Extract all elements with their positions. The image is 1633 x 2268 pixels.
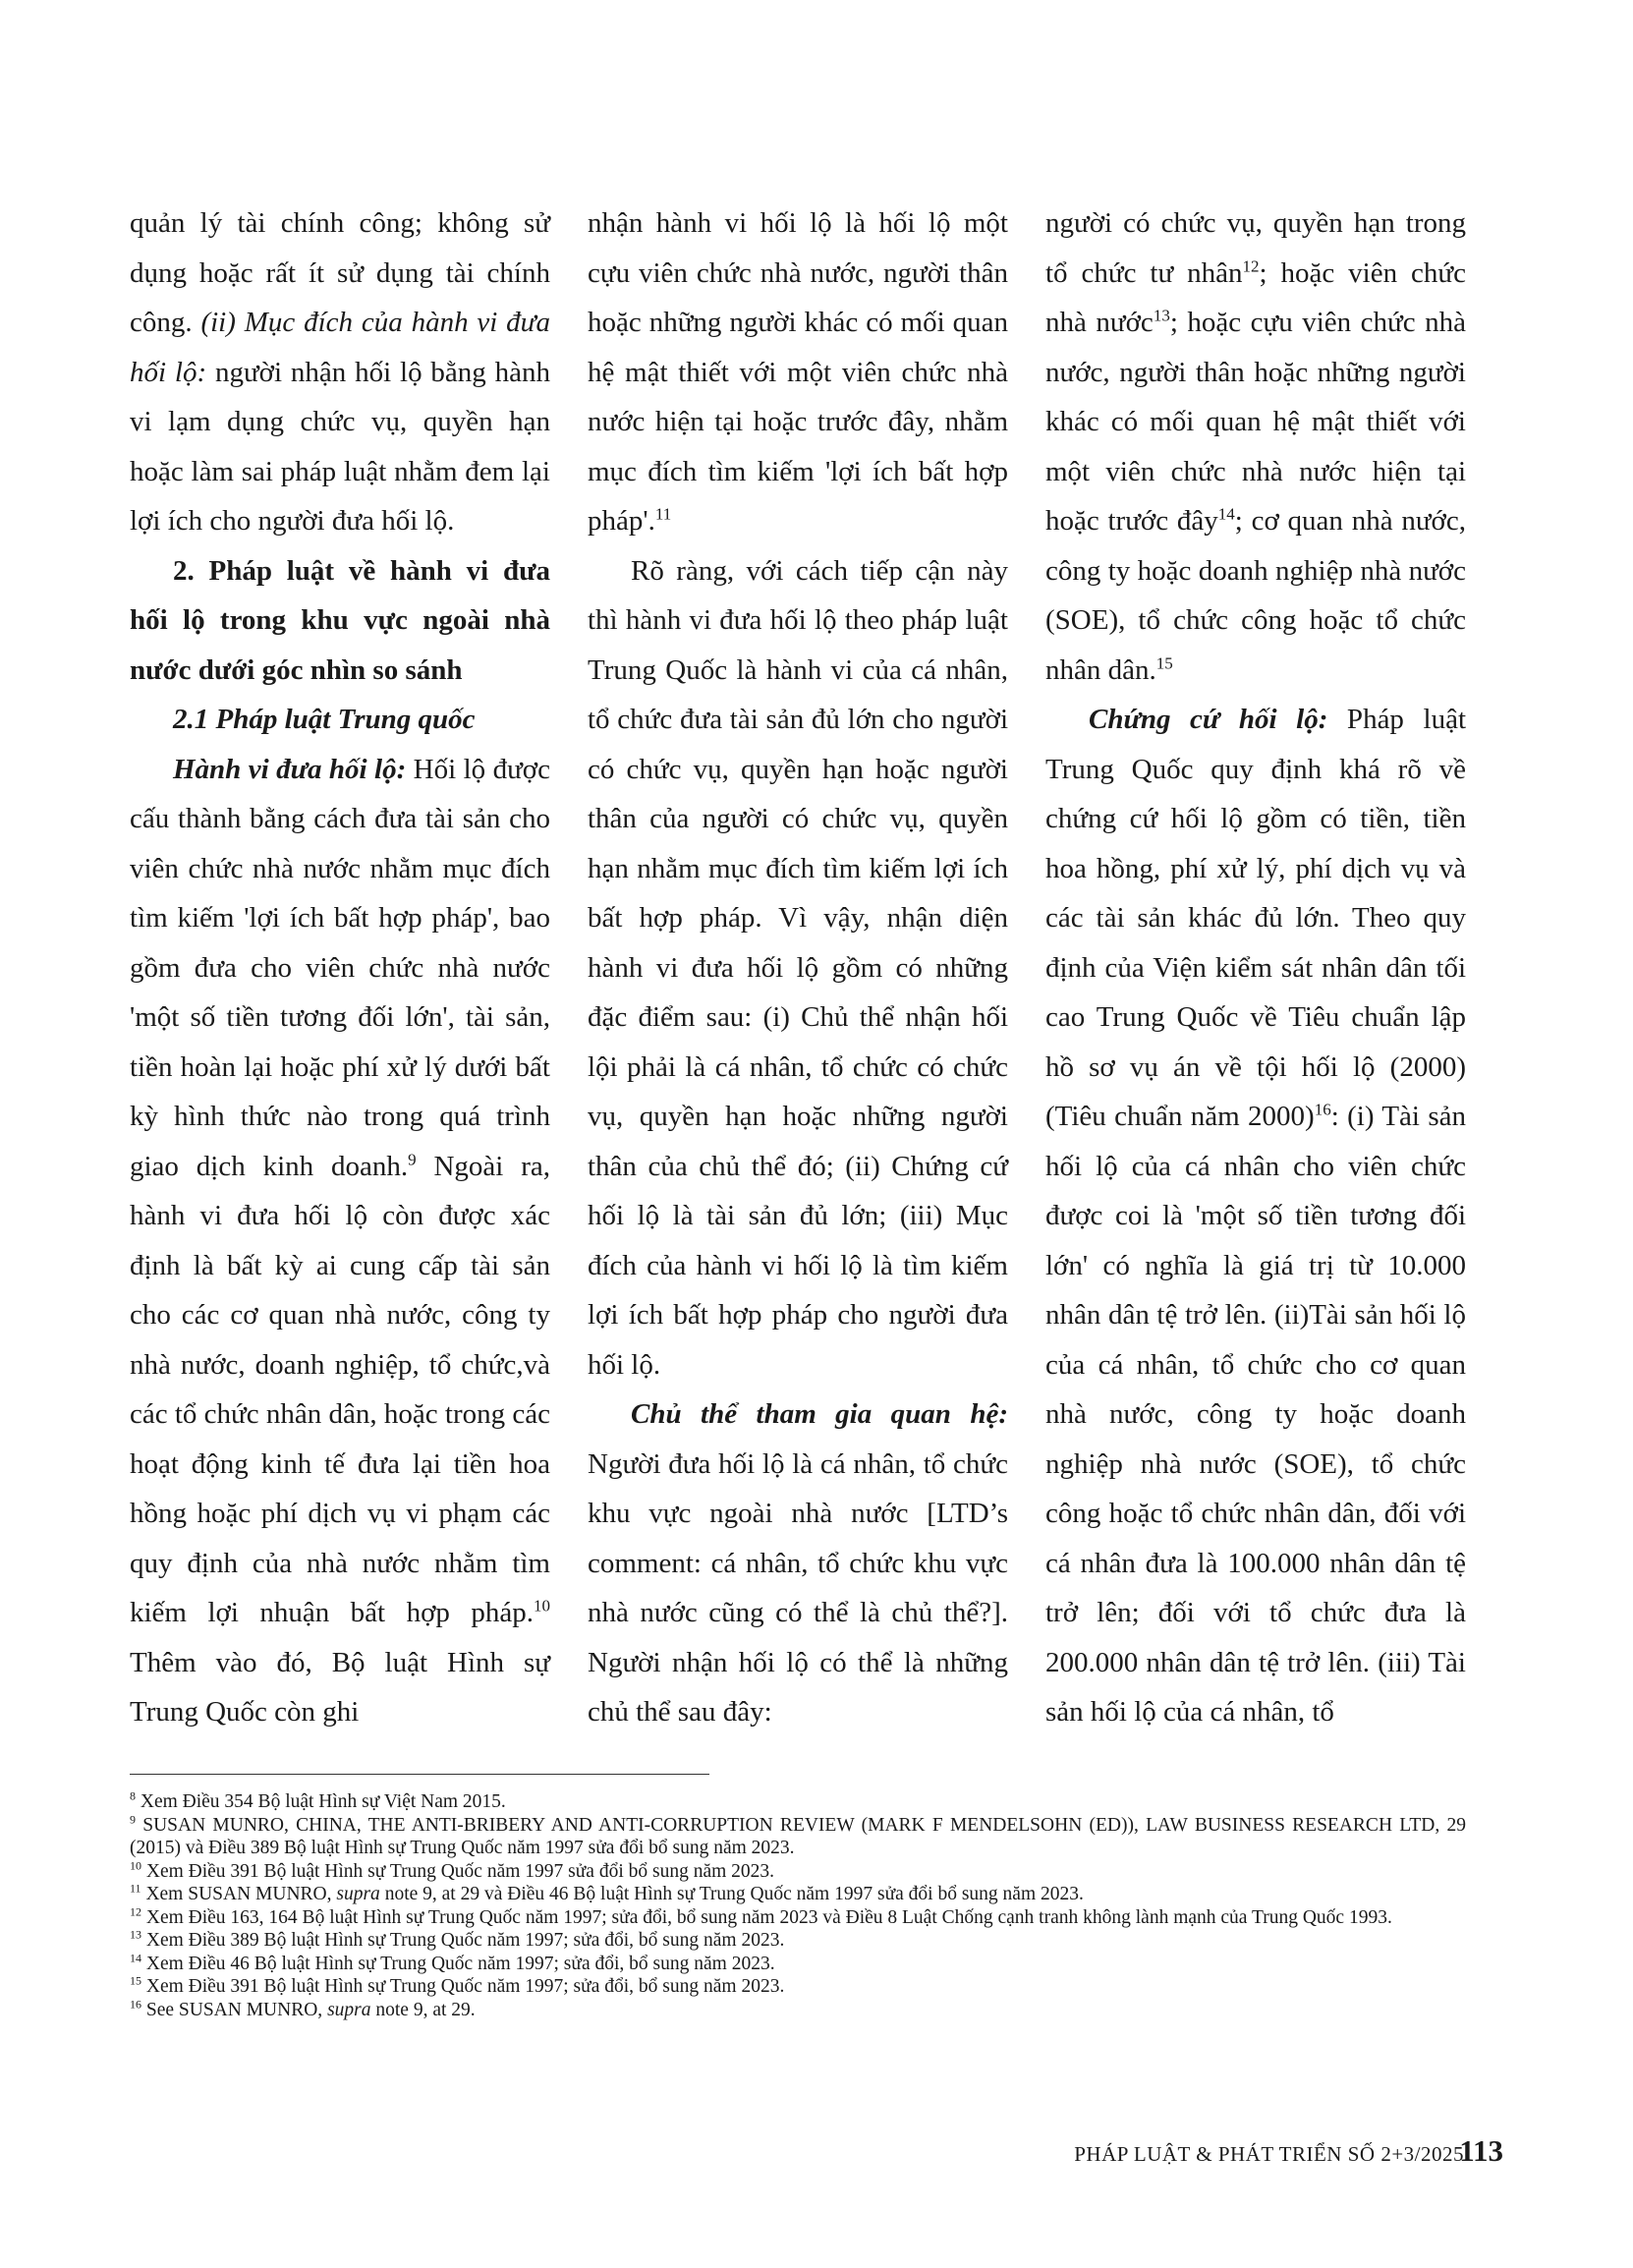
footnote-text: Xem Điều 389 Bộ luật Hình sự Trung Quốc năm 1997; sửa đổi, bổ sung năm 2023. — [141, 1930, 785, 1951]
body-text: nhận hành vi hối lộ là hối lộ một cựu viên chức nhà nước, người thân hoặc những người khác có mối quan hệ mật thiết với một viên chức nhà nước hiện tại hoặc trước đây, nhằm mục đích tìm kiếm 'lợi ích bất hợp pháp'. — [588, 207, 1008, 537]
footnote — [130, 1953, 1466, 1976]
paragraph — [1045, 695, 1466, 1737]
footnote — [130, 1975, 1466, 1999]
footnote — [130, 1883, 1466, 1906]
footnote — [130, 1790, 1466, 1814]
footnote — [130, 1814, 1466, 1860]
footnote-number: 10 — [130, 1858, 141, 1872]
text-column-1 — [130, 198, 550, 1737]
paragraph-label: Chủ thể tham gia quan hệ: — [631, 1398, 1008, 1430]
footnote-text: Xem Điều 391 Bộ luật Hình sự Trung Quốc năm 1997; sửa đổi, bổ sung năm 2023. — [141, 1976, 785, 1997]
footnote-number: 13 — [130, 1927, 141, 1942]
footnote-text: Xem Điều 354 Bộ luật Hình sự Việt Nam 2015. — [136, 1791, 506, 1812]
body-text: Người đưa hối lộ là cá nhân, tổ chức khu vực ngoài nhà nước [LTD’s comment: cá nhân, tổ chức khu vực nhà nước cũng có thể là chủ thể?]. Người nhận hối lộ có thể là những chủ thể sau đây: — [588, 1447, 1008, 1728]
footnote-text: note 9, at 29. — [370, 1999, 476, 2020]
footnote-number: 15 — [130, 1973, 141, 1988]
footnote — [130, 1999, 1466, 2022]
footnote-italic: supra — [327, 1999, 371, 2020]
footnote-number: 8 — [130, 1788, 136, 1803]
footnote-ref[interactable]: 15 — [1155, 652, 1173, 672]
body-text: người nhận hối lộ bằng hành vi lạm dụng chức vụ, quyền hạn hoặc làm sai pháp luật nhằm đem lại lợi ích cho người đưa hối lộ. — [130, 356, 551, 537]
footnote — [130, 1906, 1466, 1930]
footnote-text: Xem Điều 391 Bộ luật Hình sự Trung Quốc năm 1997 sửa đổi bổ sung năm 2023. — [141, 1860, 775, 1882]
paragraph — [588, 198, 1008, 546]
footnote — [130, 1929, 1466, 1953]
body-text: Hối lộ được cấu thành bằng cách đưa tài sản cho viên chức nhà nước nhằm mục đích tìm kiếm 'lợi ích bất hợp pháp', bao gồm đưa cho viên chức nhà nước 'một số tiền tương đối lớn', tài sản, tiền hoàn lại hoặc phí xử lý dưới bất kỳ hình thức nào trong quá trình giao dịch kinh doanh. — [130, 753, 550, 1182]
footnote-ref[interactable]: 13 — [1153, 306, 1170, 325]
footnote-number: 14 — [130, 1951, 141, 1964]
body-text: người có chức vụ, quyền hạn trong tổ chức tư nhân — [1045, 207, 1466, 289]
paragraph — [130, 198, 550, 546]
body-text: ; cơ quan nhà nước, công ty hoặc doanh nghiệp nhà nước (SOE), tổ chức công hoặc tổ chức nhân dân. — [1045, 505, 1466, 686]
footnote-ref[interactable]: 9 — [408, 1149, 417, 1168]
text-column-3 — [1045, 198, 1466, 1737]
footnote-divider — [130, 1774, 709, 1775]
body-text: : (i) Tài sản hối lộ của cá nhân cho viên chức được coi là 'một số tiền tương đối lớn' có nghĩa là giá trị từ 10.000 nhân dân tệ trở lên. (ii)Tài sản hối lộ của cá nhân, tổ chức cho cơ quan nhà nước, công ty hoặc doanh nghiệp nhà nước (SOE), tổ chức công hoặc tổ chức nhân dân, đối với cá nhân đưa là 100.000 nhân dân tệ trở lên; đối với tổ chức đưa là 200.000 nhân dân tệ trở lên. (iii) Tài sản hối lộ của cá nhân, tổ — [1045, 1101, 1466, 1728]
section-heading: 2. Pháp luật về hành vi đưa hối lộ trong khu vực ngoài nhà nước dưới góc nhìn so sánh — [130, 554, 550, 686]
body-text: Thêm vào đó, Bộ luật Hình sự Trung Quốc còn ghi — [130, 1646, 550, 1728]
body-text: Ngoài ra, hành vi đưa hối lộ còn được xác định là bất kỳ ai cung cấp tài sản cho các cơ quan nhà nước, công ty nhà nước, doanh nghiệp, tổ chức,và các tổ chức nhân dân, hoặc trong các hoạt động kinh tế đưa lại tiền hoa hồng hoặc phí dịch vụ vi phạm các quy định của nhà nước nhằm tìm kiếm lợi nhuận bất hợp pháp. — [130, 1150, 550, 1628]
paragraph-label: Hành vi đưa hối lộ: — [173, 753, 407, 785]
body-text: Pháp luật Trung Quốc quy định khá rõ về chứng cứ hối lộ gồm có tiền, tiền hoa hồng, phí xử lý, phí dịch vụ và các tài sản khác đủ lớn. Theo quy định của Viện kiểm sát nhân dân tối cao Trung Quốc về Tiêu chuẩn lập hồ sơ vụ án về tội hối lộ (2000) (Tiêu chuẩn năm 2000) — [1045, 704, 1466, 1132]
footnote-number: 12 — [130, 1904, 141, 1918]
footnote — [130, 1860, 1466, 1884]
text-column-2 — [588, 198, 1008, 1737]
footnote-text: Xem Điều 163, 164 Bộ luật Hình sự Trung Quốc năm 1997; sửa đổi, bổ sung năm 2023 và Điều 8 Luật Chống cạnh tranh không lành mạnh của Trung Quốc 1993. — [141, 1906, 1392, 1928]
body-text: quản lý tài chính công; không sử dụng hoặc rất ít sử dụng tài chính công. — [130, 207, 550, 338]
paragraph-label: Chứng cứ hối lộ: — [1089, 704, 1328, 735]
footnote-text: SUSAN MUNRO, CHINA, THE ANTI-BRIBERY AND ANTI-CORRUPTION REVIEW (MARK F MENDELSOHN (ED)), LAW BUSINESS RESEARCH LTD, 29 (2015) và Điều 389 Bộ luật Hình sự Trung Quốc năm 1997 sửa đổi bổ sung năm 2023. — [130, 1814, 1466, 1858]
footnote-text: Xem SUSAN MUNRO, — [141, 1884, 337, 1904]
footnote-ref[interactable]: 14 — [1217, 504, 1235, 524]
footnote-ref[interactable]: 10 — [534, 1596, 550, 1616]
footnote-text: See SUSAN MUNRO, — [141, 1999, 328, 2020]
footnote-number: 11 — [130, 1881, 141, 1896]
footnote-ref[interactable]: 11 — [654, 504, 672, 524]
footnote-number: 16 — [130, 1997, 141, 2011]
paragraph — [1045, 198, 1466, 695]
footnote-text: Xem Điều 46 Bộ luật Hình sự Trung Quốc năm 1997; sửa đổi, bổ sung năm 2023. — [141, 1953, 775, 1974]
footnote-italic: supra — [336, 1884, 380, 1904]
footnotes — [130, 1790, 1466, 2021]
journal-running-footer: PHÁP LUẬT & PHÁT TRIỂN SỐ 2+3/2025 — [1074, 2142, 1464, 2166]
footnote-ref[interactable]: 16 — [1314, 1100, 1331, 1119]
footnote-number: 9 — [130, 1812, 136, 1826]
page-number: 113 — [1459, 2133, 1503, 2168]
paragraph — [130, 745, 550, 1737]
footnote-text: note 9, at 29 và Điều 46 Bộ luật Hình sự Trung Quốc năm 1997 sửa đổi bổ sung năm 2023. — [379, 1884, 1084, 1904]
paragraph — [588, 1389, 1008, 1737]
body-text: ; hoặc viên chức nhà nước — [1045, 256, 1466, 338]
footnote-ref[interactable]: 12 — [1242, 255, 1260, 275]
italic-term: (ii) Mục đích của hành vi đưa hối lộ: — [130, 307, 550, 388]
subsection-heading: 2.1 Pháp luật Trung quốc — [173, 704, 476, 735]
body-text: ; hoặc cựu viên chức nhà nước, người thân hoặc những người khác có mối quan hệ mật thiết với một viên chức nhà nước hiện tại hoặc trước đây — [1045, 307, 1467, 537]
paragraph: Rõ ràng, với cách tiếp cận này thì hành vi đưa hối lộ theo pháp luật Trung Quốc là hành vi của cá nhân, tổ chức đưa tài sản đủ lớn cho người có chức vụ, quyền hạn hoặc người thân của người có chức vụ, quyền hạn nhằm mục đích tìm kiếm lợi ích bất hợp pháp. Vì vậy, nhận diện hành vi đưa hối lộ gồm có những đặc điểm sau: (i) Chủ thể nhận hối lội phải là cá nhân, tổ chức có chức vụ, quyền hạn hoặc những người thân của chủ thể đó; (ii) Chứng cứ hối lộ là tài sản đủ lớn; (iii) Mục đích của hành vi hối lộ là tìm kiếm lợi ích bất hợp pháp cho người đưa hối lộ. — [588, 554, 1008, 1381]
